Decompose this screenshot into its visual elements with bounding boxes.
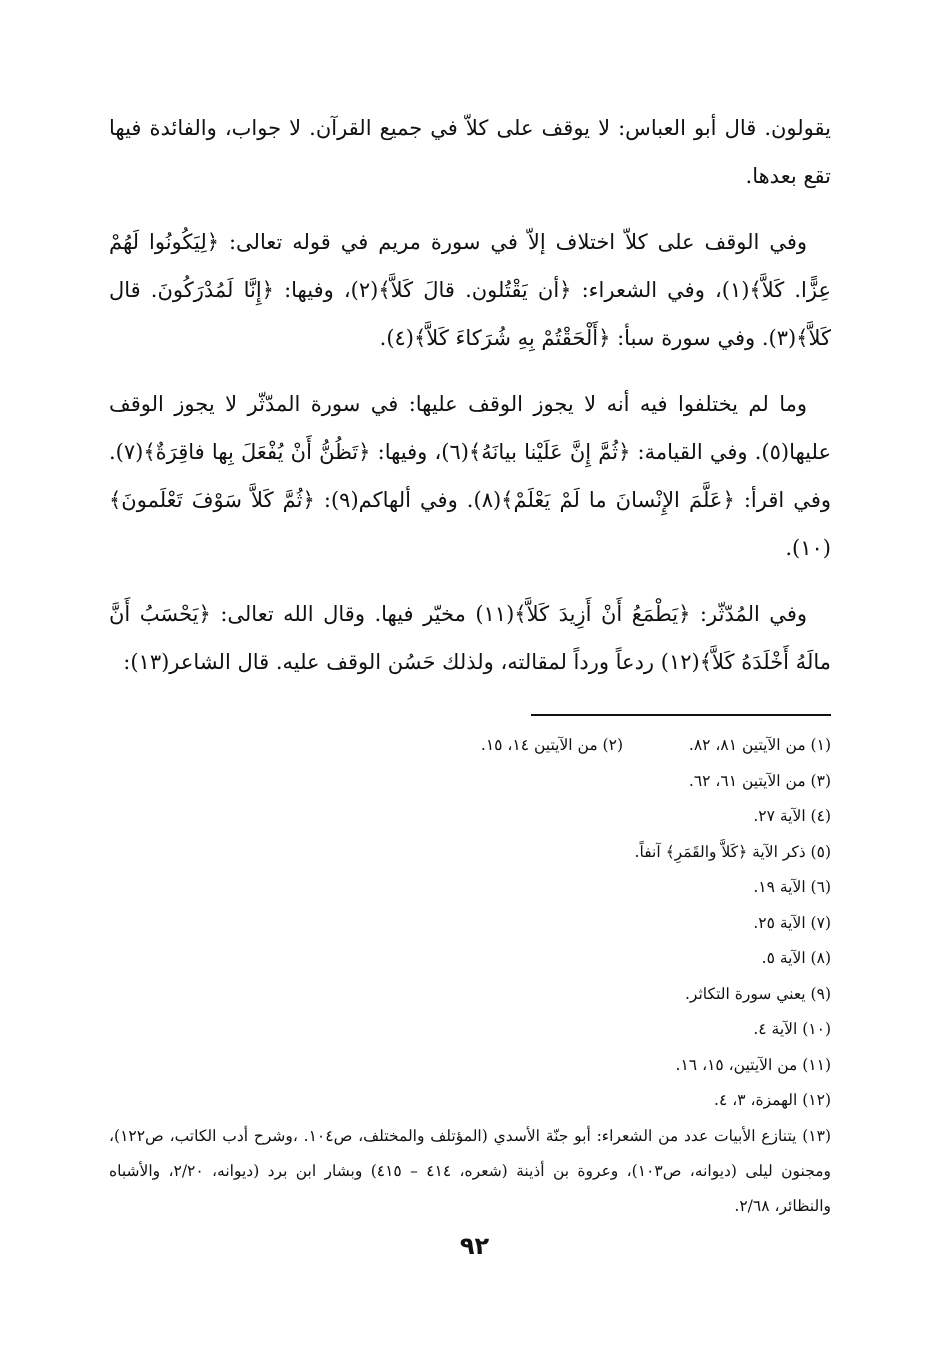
paragraph-4: وفي المُدّثّر: ﴿يَطْمَعُ أَنْ أَزِيدَ كَلاَّ﴾(١١) مخيّر فيها. وقال الله تعالى: ﴿يَحْسَبُ أَنَّ مالَهُ أَخْلَدَهُ كَلاَّ﴾(١٢) ردعاً ورداً لمقالته، ولذلك حَسُن الوقف عليه. قال الشاعر(١٣):: [109, 602, 831, 674]
footnote-2: (٢) من الآيتين ١٤، ١٥.: [480, 736, 623, 754]
footnote-9: (٩) يعني سورة التكاثر.: [685, 984, 831, 1003]
footnote-3: (٣) من الآيتين ٦١، ٦٢.: [688, 771, 831, 790]
footnote-10: (١٠) الآية ٤.: [753, 1020, 831, 1038]
footnote-4: (٤) الآية ٢٧.: [753, 807, 831, 825]
footnotes: [109, 728, 831, 1224]
footnote-5: (٥) ذكر الآية ﴿كَلاَّ والقَمَرِ﴾ آنفاً.: [634, 842, 831, 861]
paragraph-1: يقولون. قال أبو العباس: لا يوقف على كلاّ في جميع القرآن. لا جواب، والفائدة فيها تقع بعدها.: [109, 116, 831, 188]
footnote-1: (١) من الآيتين ٨١، ٨٢.: [688, 736, 831, 754]
paragraph-3: وما لم يختلفوا فيه أنه لا يجوز الوقف عليها: في سورة المدّثّر لا يجوز الوقف عليها(٥). وفي القيامة: ﴿ثُمَّ إِنَّ عَلَيْنا بيانَهُ﴾(٦)، وفيها: ﴿تَظُنُّ أَنْ يُفْعَلَ بِها فاقِرَةٌ﴾(٧). وفي اقرأ: ﴿عَلَّمَ الإِنْسانَ ما لَمْ يَعْلَمْ﴾(٨). وفي ألهاكم(٩): ﴿ثُمَّ كَلاَّ سَوْفَ تَعْلَمونَ﴾(١٠).: [109, 392, 831, 560]
main-text: [109, 104, 831, 704]
footnote-12: (١٢) الهمزة، ٣، ٤.: [714, 1091, 831, 1109]
footnote-8: (٨) الآية ٥.: [761, 949, 831, 967]
page-number: ٩٢: [459, 1232, 490, 1260]
footnote-11: (١١) من الآيتين، ١٥، ١٦.: [675, 1055, 831, 1074]
footnote-row: [109, 728, 831, 764]
footnote-separator: [531, 714, 831, 716]
footnote-7: (٧) الآية ٢٥.: [753, 913, 831, 932]
footnote-6: (٦) الآية ١٩.: [753, 878, 831, 896]
paragraph-2: وفي الوقف على كلاّ اختلاف إلاّ في سورة مريم في قوله تعالى: ﴿لِيَكُونُوا لَهُمْ عِزًّا. كَلاَّ﴾(١)، وفي الشعراء: ﴿أن يَقْتُلون. قالَ كَلاَّ﴾(٢)، وفيها: ﴿إِنَّا لَمُدْرَكُونَ. قال كَلاَّ﴾(٣). وفي سورة سبأ: ﴿أَلْحَقْتُمْ بِهِ شُرَكاءَ كَلاَّ﴾(٤).: [109, 230, 831, 350]
footnote-13: (١٣) يتنازع الأبيات عدد من الشعراء: أبو جنّة الأسدي (المؤتلف والمختلف، ص١٠٤. ،وشرح أدب الكاتب، ص١٢٢)، ومجنون ليلى (ديوانه، ص١٠٣)، وعروة بن أذينة (شعره، ٤١٤ – ٤١٥) وبشار ابن برد (ديوانه، ٢/٢٠، والأشباه والنظائر، ٢/٦٨.: [109, 1126, 831, 1215]
